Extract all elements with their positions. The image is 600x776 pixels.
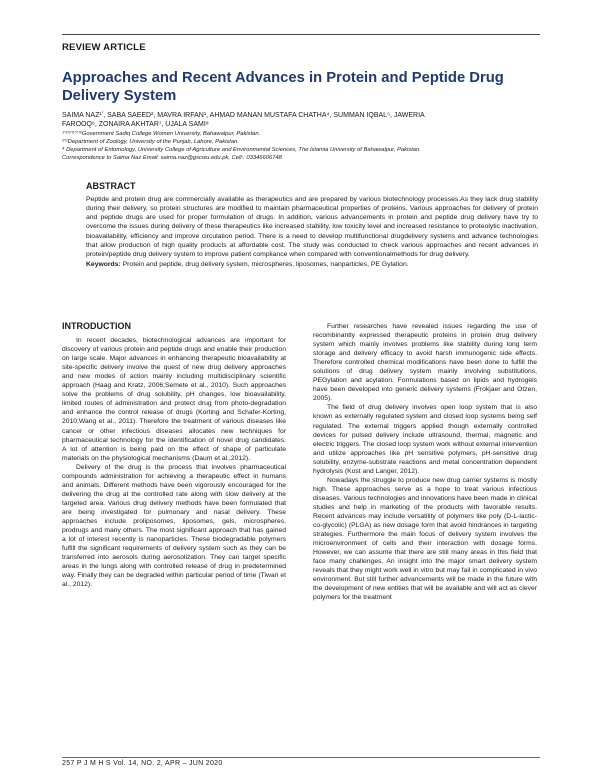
intro-paragraph-2: Delivery of the drug is the process that involves pharmaceutical compounds administration for achieving a therapeutic effect in humans and animals. Different methods have been vigorously encouraged for the delivering the drug at the controlled rate along with slow delivery at the targeted area. Various drug delivery methods have been formulated that are being investigated for pulmonary and nasal delivery. These approaches include proliposomes, liposomes, gels, microspheres, prodrugs and many others. The most significant approach that has gained a lot of interest recently is nanoparticles. These biodegradable polymers fulfill the significant requirements of delivery system such as they can be transferred into aerosols during aerosolization. They can target specific areas in the lungs along with controlled release of drug in predetermined way. Finally they can be degraded within particular period of time (Tiwari et al., 2012). — [62, 463, 286, 589]
affiliation-1: ¹ʼ³ʼ⁵ʼ⁶ʼ⁷ʼ⁸Government Sadiq College Women University, Bahawalpur, Pakistan. — [62, 130, 261, 137]
affiliation-2: ²ʼ⁵Department of Zoology, University of the Punjab, Lahore, Pakistan. — [62, 139, 239, 146]
abstract-section — [86, 181, 538, 269]
keywords-text: Protein and peptide, drug delivery system, microspheres, liposomes, nanparticles, PE Gylation. — [120, 261, 409, 269]
affiliation-3: ⁴ Department of Entomology, University College of Agriculture and Environmental Sciences, The Islamia University of Bahawalpur, Pakistan. — [62, 147, 421, 154]
article-type-label: REVIEW ARTICLE — [62, 42, 146, 53]
intro-paragraph-3: Further researches have revealed issues regarding the use of recombinantly expressed therapeutic proteins in protein drug delivery system which mainly involves problems like stability during long term storage and delivery efficacy to avoid harsh immunogenic side effects. Therefore controlled chemical modifications have been done to fulfill the solutions of drug delivery system mainly involving substitutions, PEGylation and acylation. Formulations based on lipids and hydrogels have been developed into generic delivery systems (Frokjaer and Otzen, 2005). — [313, 323, 537, 403]
author-names-line-2: FAROOQ⁶, ZONAIRA AKHTAR⁷, UJALA SAMI⁸ — [62, 121, 209, 129]
intro-paragraph-1: In recent decades, biotechnological advances are important for discovery of various protein and peptide drugs and enable their production on large scale. Major advances in enhancing therapeutic bioavailability at site-specific delivery involve the quest of new drug delivery approaches and new modes of action mainly including multidisciplinary scientific approach (Haag and Kratz, 2006;Semete et al., 2010). Such approaches solve the problems of drug solubility, pH changes, low bioavailability, limited routes of administration and protect drug from photo-degradation and enhance the control release of drugs (Korting and Schafer-Korting, 2010;Wang et al., 2011). Therefore the treatment of various diseases like cancer or other infectious diseases allocates new techniques for pharmaceutical technology for the identification of novel drug candidates. A lot of attention is being paid on the effect of shape of particulate materials on the physiological mechanisms (Daum et al.,2012). — [62, 337, 286, 462]
page-footer: 257 P J M H S Vol. 14, NO. 2, APR – JUN 2020 — [62, 760, 223, 767]
footer-rule — [62, 757, 540, 758]
keywords-line — [86, 260, 538, 269]
author-block — [62, 111, 542, 163]
header-rule — [62, 34, 540, 35]
intro-paragraph-5: Nowadays the struggle to produce new drug carrier systems is mostly high. These approaches serve as a hope to treat various infectious diseases. Various technologies and innovations have been made in clinical studies and help in marketing of the products with favorable results. Recent advances may include versatility of polymers like poly (D-L-lactic-co-glycolic) (PLGA) as new dosage form that avoid hindrances in targeting strategies. Furthermore the main focus of delivery system involves the microenvironment of cells and their interaction with dosage forms. However, we can assume that there are still many areas in this field that face many challenges. An insight into the major smart delivery system reveals that they might work well in vitro but may fail in complicated in vivo environment. But still further advancements will be made in the future with the development of new entities that will be available and will act as clever polymers for the treatment — [313, 476, 537, 602]
intro-paragraph-4: The field of drug delivery involves open loop system that is also known as externally regulated system and closed loop systems being self regulated. The external triggers applied though externally controlled devices for pulsed delivery include ultrasound, thermal, magnetic and electric triggers. The closed loop system work without external intervention and utilize approaches like pH sensitive polymers, pH-sensitive drug solubility, enzyme-substrate reactions and metal concentration dependent hydrolysis (Kost and Langer, 2012). — [313, 404, 537, 475]
introduction-heading: INTRODUCTION — [62, 321, 131, 331]
author-names-line-1: SAIMA NAZ¹ʼ, SABA SAEED², MAVRA IRFAN¹, AHMAD MANAN MUSTAFA CHATHA⁴, SUMMAN IQBAL⁵, JAWERIA — [62, 112, 425, 119]
left-column — [62, 322, 286, 589]
correspondence-line: Correspondence to Saima Naz Email: saima.naz@gscwu.edu.pk, Cell:: 03346606748 — [62, 155, 282, 162]
abstract-body: Peptide and protein drug are commercially available as therapeutics and are prepared by various biotechnology processes.As they lack drug stability during their delivery, so protein structures are modified to maintain pharmaceutical properties of proteins. Various approaches for delivery of protein and peptide drugs are used for proper formulation of drugs. In addition, various advancements in protein and peptide drug delivery have try to overcome the issues during delivery of these therapeutics like increased stability, low toxicity level and increased resistance to proteolytic inactivation, bioavailability, efficiency and improve circulation period. There is a need to develop multifunctional drugdelivery systems and advance technologies that allow production of high quality products at affordable cost. The study was conducted to check various approaches and recent advances in protein/peptide drug delivery system to improve patient compliance when compared with conventionalmethods for drug delivery. — [86, 196, 538, 258]
paper-title: Approaches and Recent Advances in Protein and Peptide Drug Delivery System — [62, 70, 504, 104]
right-column — [313, 322, 537, 602]
keywords-label: Keywords: — [86, 261, 121, 269]
abstract-heading: ABSTRACT — [86, 181, 136, 191]
